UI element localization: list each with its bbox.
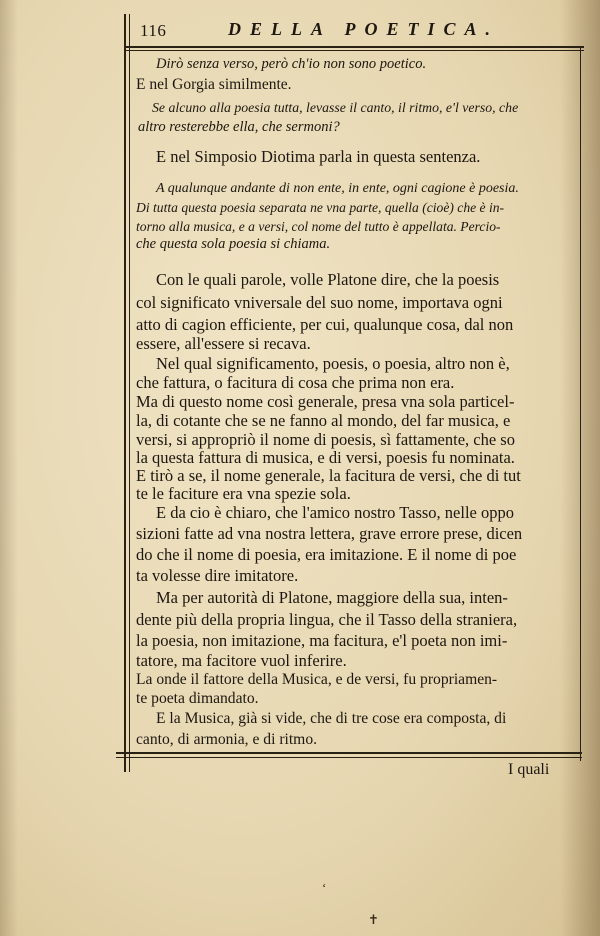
- text-line: Di tutta questa poesia separata ne vna parte, quella (cioè) che è in-: [136, 200, 505, 215]
- text-line: E tirò a se, il nome generale, la facitura de versi, che di tut: [136, 466, 521, 485]
- text-line: col significato vniversale del suo nome, importava ogni: [136, 293, 503, 312]
- text-line: la questa fattura di musica, e di versi, poesis fu nominata.: [136, 448, 515, 467]
- running-title: DELLA POETICA.: [228, 19, 500, 39]
- gutter-shadow: [0, 0, 18, 936]
- text-line: dente più della propria lingua, che il Tasso della straniera,: [136, 610, 518, 629]
- text-line: Ma di questo nome così generale, presa vna sola particel-: [136, 392, 515, 411]
- text-line: che questa sola poesia si chiama.: [136, 236, 331, 252]
- header-rule-thin: [124, 50, 584, 51]
- text-line: ta volesse dire imitatore.: [136, 566, 299, 585]
- footer-rule: [116, 752, 582, 754]
- text-line: te poeta dimandato.: [136, 690, 259, 707]
- text-line: la poesia, non imitazione, ma facitura, e'l poeta non imi-: [136, 631, 508, 650]
- text-line: A qualunque andante di non ente, in ente, ogni cagione è poesia.: [156, 181, 519, 196]
- text-line: do che il nome di poesia, era imitazione. E il nome di poe: [136, 545, 517, 564]
- text-line: E la Musica, già si vide, che di tre cose era composta, di: [156, 710, 507, 727]
- text-line: torno alla musica, e a versi, col nome del tutto è appellata. Percio-: [136, 219, 501, 234]
- text-line: Nel qual significamento, poesis, o poesia, altro non è,: [156, 354, 510, 373]
- text-line: La onde il fattore della Musica, e de versi, fu propriamen-: [136, 671, 498, 688]
- text-line: versi, si appropriò il nome di poesis, sì fattamente, che so: [136, 430, 515, 449]
- page-number: 116: [140, 21, 167, 40]
- text-line: Ma per autorità di Platone, maggiore della sua, inten-: [156, 588, 508, 607]
- text-line: la, di cotante che se ne fanno al mondo, del far musica, e: [136, 411, 511, 430]
- margin-mark: ✝: [368, 912, 379, 927]
- text-line: Dirò senza verso, però ch'io non sono poetico.: [156, 56, 427, 72]
- text-line: E nel Gorgia similmente.: [136, 76, 292, 93]
- left-margin-rule: [124, 14, 126, 772]
- catchword: I quali: [508, 761, 550, 778]
- text-line: essere, all'essere si recava.: [136, 334, 311, 353]
- footer-rule-thin: [116, 757, 582, 758]
- text-line: E da cio è chiaro, che l'amico nostro Tasso, nelle oppo: [156, 503, 514, 522]
- text-line: Se alcuno alla poesia tutta, levasse il canto, il ritmo, e'l verso, che: [152, 100, 519, 115]
- margin-mark: ʻ: [322, 880, 327, 895]
- text-line: che fattura, o facitura di cosa che prima non era.: [136, 373, 455, 392]
- left-margin-rule-inner: [129, 14, 130, 772]
- text-line: canto, di armonia, e di ritmo.: [136, 731, 318, 748]
- text-line: altro resterebbe ella, che sermoni?: [138, 119, 340, 135]
- right-margin-rule: [580, 48, 581, 761]
- text-line: te le faciture era vna spezie sola.: [136, 484, 351, 503]
- header-rule: [124, 46, 584, 48]
- text-line: E nel Simposio Diotima parla in questa sentenza.: [156, 147, 481, 166]
- page-header: [140, 18, 580, 44]
- text-line: Con le quali parole, volle Platone dire, che la poesis: [156, 270, 500, 289]
- text-line: tatore, ma facitore vuol inferire.: [136, 651, 347, 670]
- text-line: sizioni fatte ad vna nostra lettera, grave errore prese, dicen: [136, 524, 523, 543]
- text-line: atto di cagion efficiente, per cui, qualunque cosa, dal non: [136, 315, 514, 334]
